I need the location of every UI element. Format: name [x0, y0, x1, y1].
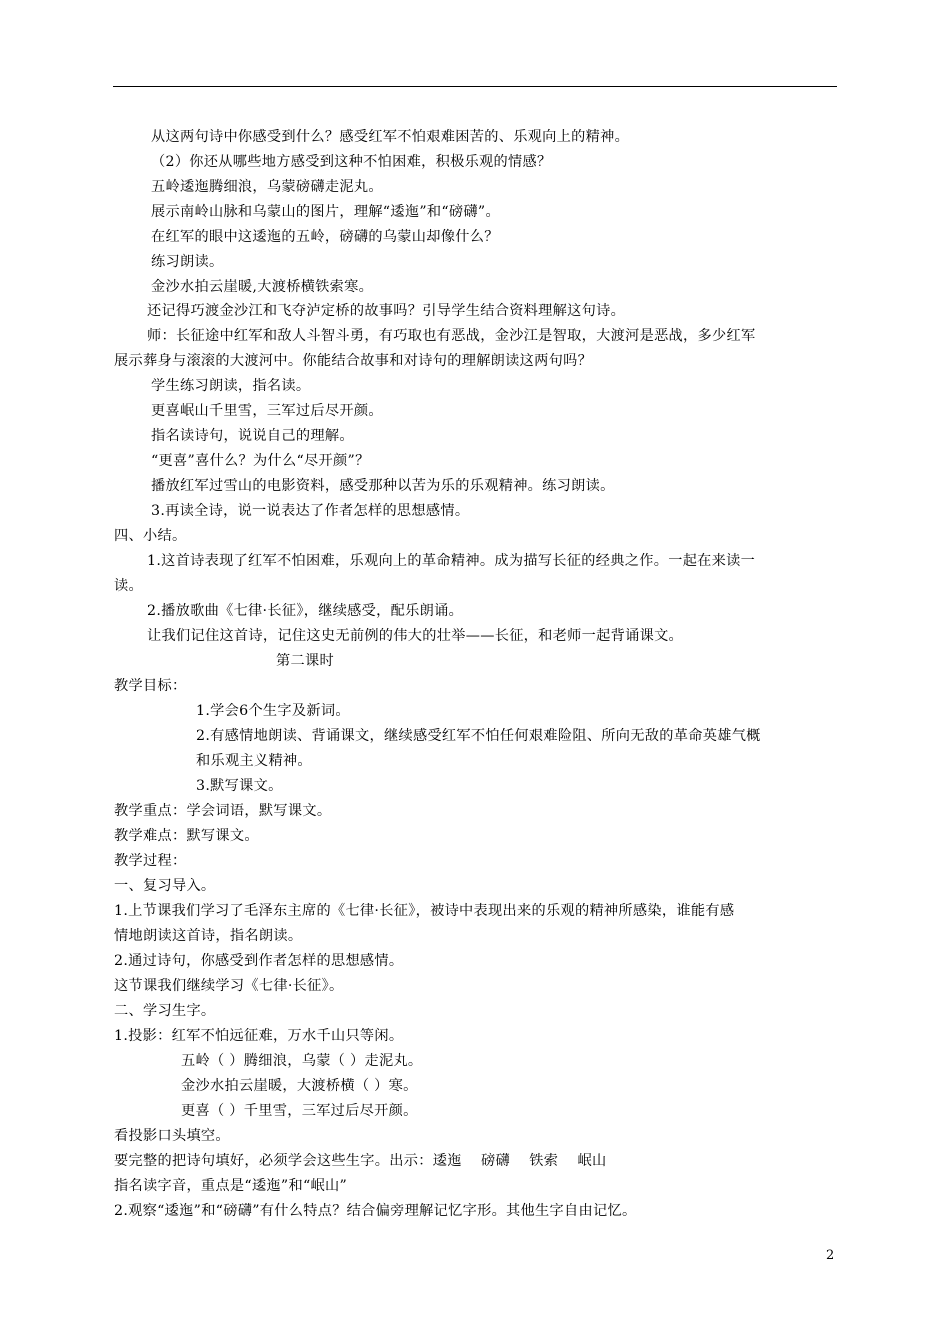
text-line: 教学难点：默写课文。	[114, 828, 259, 844]
text-line: 更喜（ ）千里雪，三军过后尽开颜。	[181, 1103, 418, 1119]
text-line: 1.投影：红军不怕远征难，万水千山只等闲。	[114, 1028, 404, 1044]
text-line: 在红军的眼中这逶迤的五岭，磅礴的乌蒙山却像什么？	[151, 229, 499, 245]
text-line: 还记得巧渡金沙江和飞夺泸定桥的故事吗？引导学生结合资料理解这句诗。	[147, 303, 626, 319]
text-line: 练习朗读。	[151, 254, 224, 270]
text-line: 师：长征途中红军和敌人斗智斗勇，有巧取也有恶战，金沙江是智取，大渡河是恶战，多少红军	[147, 328, 756, 344]
section-heading: 一、复习导入。	[114, 878, 216, 894]
text-line: 五岭（ ）腾细浪，乌蒙（ ）走泥丸。	[181, 1053, 423, 1069]
section-heading: 四、小结。	[114, 528, 187, 544]
text-line: 2.通过诗句，你感受到作者怎样的思想感情。	[114, 953, 404, 969]
page-number: 2	[826, 1248, 835, 1263]
text-line: 这节课我们继续学习《七律·长征》。	[114, 978, 344, 994]
text-line: 情地朗读这首诗，指名朗读。	[114, 928, 303, 944]
text-line: 2.观察“逶迤”和“磅礴”有什么特点？结合偏旁理解记忆字形。其他生字自由记忆。	[114, 1203, 637, 1219]
text-line: 1.这首诗表现了红军不怕困难，乐观向上的革命精神。成为描写长征的经典之作。一起在来读一	[147, 553, 756, 569]
section-heading: 二、学习生字。	[114, 1003, 216, 1019]
text-line: 看投影口头填空。	[114, 1128, 230, 1144]
text-line: 让我们记住这首诗，记住这史无前例的伟大的壮举——长征，和老师一起背诵课文。	[147, 628, 684, 644]
text-line: 展示葬身与滚滚的大渡河中。你能结合故事和对诗句的理解朗读这两句吗？	[114, 353, 593, 369]
text-line: 金沙水拍云崖暖，大渡桥横（ ）寒。	[181, 1078, 418, 1094]
header-rule	[113, 86, 837, 87]
text-line: 读。	[114, 578, 143, 594]
lesson-heading: 第二课时	[276, 653, 334, 669]
text-line: 3.再读全诗，说一说表达了作者怎样的思想感情。	[151, 503, 470, 519]
text-line: 2.有感情地朗读、背诵课文，继续感受红军不怕任何艰难险阻、所向无敌的革命英雄气概	[196, 728, 761, 744]
text-line: 学生练习朗读，指名读。	[151, 378, 311, 394]
text-line: 指名读诗句，说说自己的理解。	[151, 428, 354, 444]
text-line: 1.上节课我们学习了毛泽东主席的《七律·长征》，被诗中表现出来的乐观的精神所感染，谁能有感	[114, 903, 735, 919]
text-line: 更喜岷山千里雪，三军过后尽开颜。	[151, 403, 383, 419]
text-line: 要完整的把诗句填好，必须学会这些生字。出示：逶迤 磅礴 铁索 岷山	[114, 1153, 607, 1169]
text-line: 2.播放歌曲《七律·长征》，继续感受，配乐朗诵。	[147, 603, 464, 619]
text-line: 教学目标：	[114, 678, 187, 694]
text-line: 展示南岭山脉和乌蒙山的图片，理解“逶迤”和“磅礴”。	[151, 204, 500, 220]
text-line: 教学过程：	[114, 853, 187, 869]
text-line: 播放红军过雪山的电影资料，感受那种以苦为乐的乐观精神。练习朗读。	[151, 478, 615, 494]
text-line: 1.学会6个生字及新词。	[196, 703, 350, 719]
text-line: 金沙水拍云崖暖,大渡桥横铁索寒。	[151, 279, 374, 295]
text-line: （2）你还从哪些地方感受到这种不怕困难，积极乐观的情感？	[151, 154, 552, 170]
text-line: 3.默写课文。	[196, 778, 283, 794]
text-line: 和乐观主义精神。	[196, 753, 312, 769]
text-line: 从这两句诗中你感受到什么？感受红军不怕艰难困苦的、乐观向上的精神。	[151, 129, 630, 145]
text-line: “更喜”喜什么？为什么“尽开颜”？	[151, 453, 370, 469]
text-line: 指名读字音，重点是“逶迤”和“岷山”	[114, 1178, 348, 1194]
text-line: 教学重点：学会词语，默写课文。	[114, 803, 332, 819]
text-line: 五岭逶迤腾细浪，乌蒙磅礴走泥丸。	[151, 179, 383, 195]
